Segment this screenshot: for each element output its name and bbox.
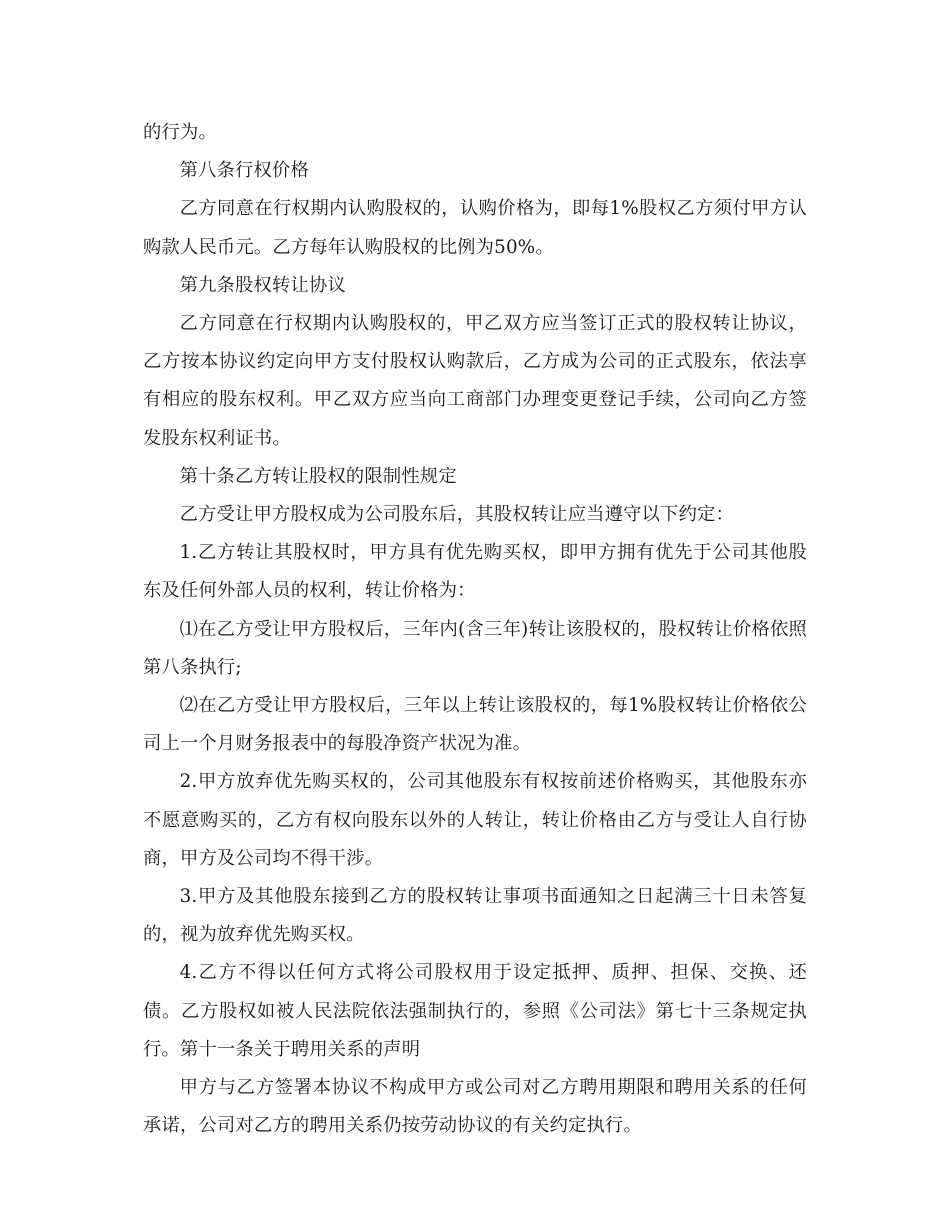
article-10-intro: 乙方受让甲方股权成为公司股东后，其股权转让应当遵守以下约定：: [179, 504, 735, 526]
article-8-heading: 第八条行权价格: [179, 160, 309, 182]
article-9-text: 乙方同意在行权期内认购股权的，甲乙双方应当签订正式的股权转让协议，乙方按本协议约定向甲方支付股权认购款后，乙方成为公司的正式股东，依法享有相应的股东权利。甲乙双方应当向工商部门办理变更登记手续，公司向乙方签发股东权利证书。: [143, 313, 807, 449]
article-8-text: 乙方同意在行权期内认购股权的，认购价格为，即每1%股权乙方须付甲方认购款人民币元。乙方每年认购股权的比例为50%。: [143, 198, 807, 258]
article-10-item-1-sub-1: ⑴在乙方受让甲方股权后，三年内(含三年)转让该股权的，股权转让价格依照第八条执行;: [143, 618, 807, 678]
article-10-item-3: 3.甲方及其他股东接到乙方的股权转让事项书面通知之日起满三十日未答复的，视为放弃优先购买权。: [143, 886, 807, 946]
article-10-item-1: 1.乙方转让其股权时，甲方具有优先购买权，即甲方拥有优先于公司其他股东及任何外部人员的权利，转让价格为：: [143, 542, 807, 602]
article-10-item-2: 2.甲方放弃优先购买权的，公司其他股东有权按前述价格购买，其他股东亦不愿意购买的，乙方有权向股东以外的人转让，转让价格由乙方与受让人自行协商，甲方及公司均不得干涉。: [143, 771, 807, 869]
article-10-heading: 第十条乙方转让股权的限制性规定: [179, 465, 457, 487]
document-body: [143, 114, 807, 1145]
article-9-heading: 第九条股权转让协议: [179, 274, 346, 296]
article-10-item-1-sub-2: ⑵在乙方受让甲方股权后，三年以上转让该股权的，每1%股权转让价格依公司上一个月财务报表中的每股净资产状况为准。: [143, 695, 807, 755]
article-10-item-4: 4.乙方不得以任何方式将公司股权用于设定抵押、质押、担保、交换、还债。乙方股权如被人民法院依法强制执行的，参照《公司法》第七十三条规定执行。第十一条关于聘用关系的声明: [143, 962, 807, 1060]
article-11-text: 甲方与乙方签署本协议不构成甲方或公司对乙方聘用期限和聘用关系的任何承诺，公司对乙方的聘用关系仍按劳动协议的有关约定执行。: [143, 1077, 807, 1137]
paragraph-continuation: 的行为。: [143, 122, 217, 143]
